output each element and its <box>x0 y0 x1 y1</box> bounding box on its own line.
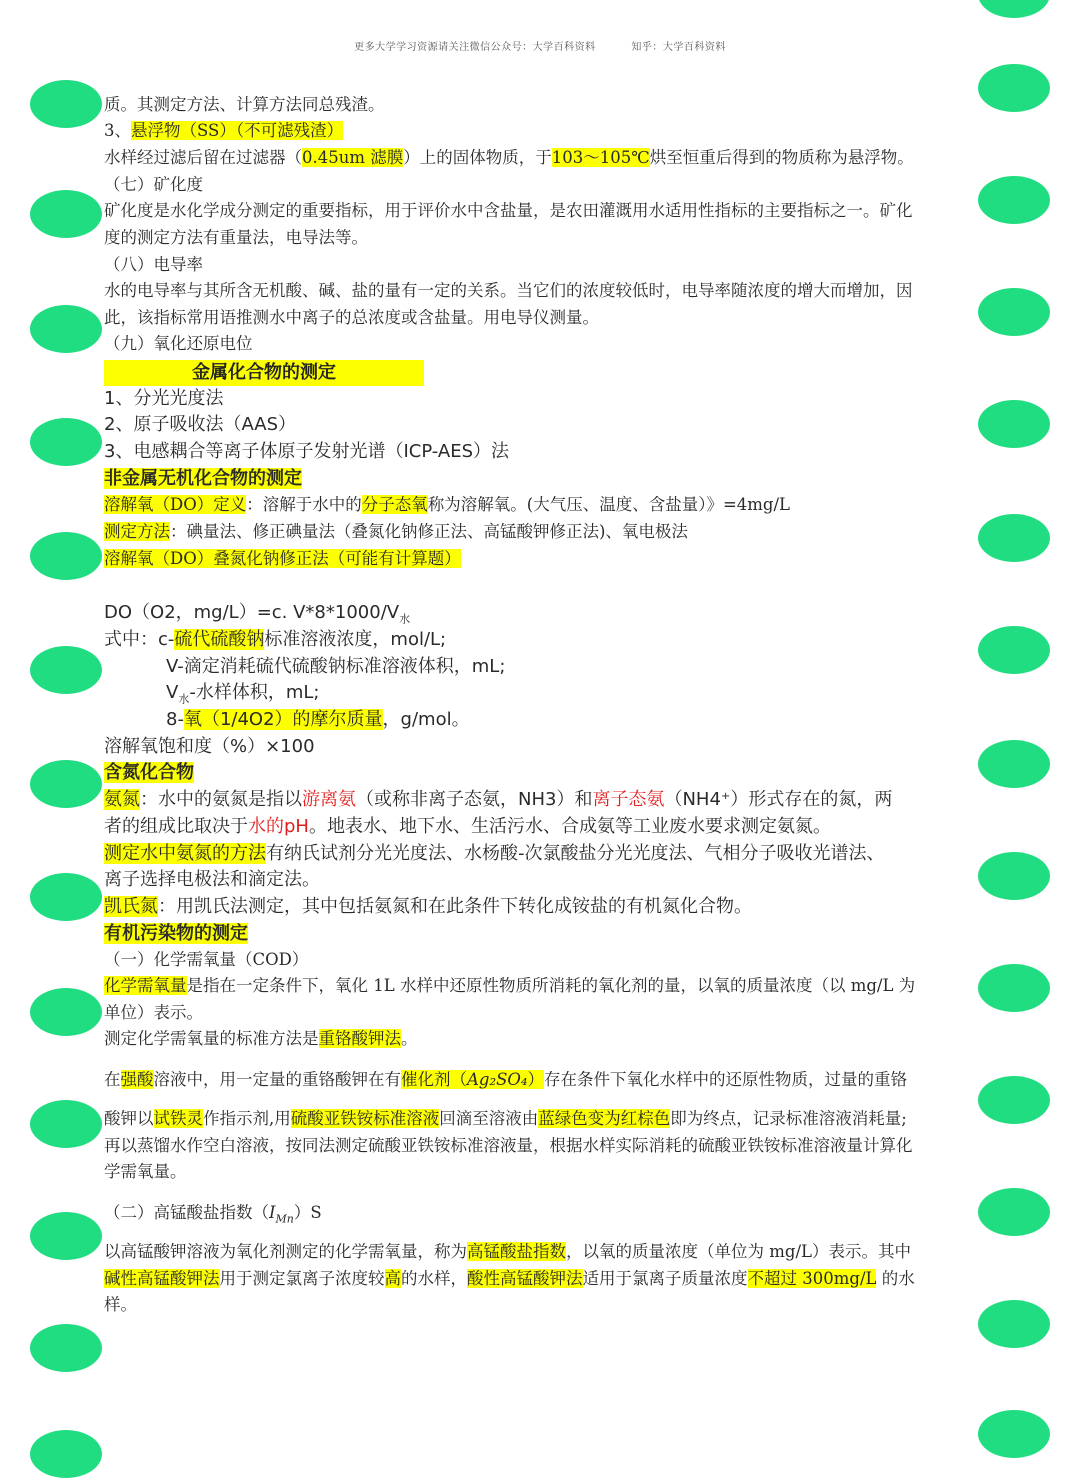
binder-dot <box>978 740 1050 788</box>
section-title-nitrogen: 含氮化合物 <box>104 762 194 783</box>
section-title-nonmetal: 非金属无机化合物的测定 <box>104 468 302 489</box>
binder-dot <box>30 80 102 128</box>
formula: DO（O2，mg/L）=c. $V*8*1000/V_水$ <box>104 602 411 626</box>
binder-dot <box>30 305 102 353</box>
formula-ag2so4: Ag₂SO₄ <box>467 1070 528 1089</box>
text-line: 碱性高锰酸钾法用于测定氯离子浓度较高的水样，酸性高锰酸钾法适用于氯离子质量浓度不超过 300mg/L 的水 <box>104 1269 915 1288</box>
binder-dot <box>30 190 102 238</box>
binder-dot <box>30 873 102 921</box>
binder-dot <box>978 626 1050 674</box>
formula-legend: 式中：c-硫代硫酸钠标准溶液浓度，mol/L; <box>104 629 447 650</box>
subheading: （一）化学需氧量（COD） <box>104 950 309 969</box>
section-heading-ss: 3、悬浮物（SS）（不可滤残渣） <box>104 121 344 140</box>
binder-dot <box>978 1076 1050 1124</box>
text-line: 离子选择电极法和滴定法。 <box>104 869 320 890</box>
section-title-metal: 金属化合物的测定 <box>104 360 424 386</box>
formula-legend: V-滴定消耗硫代硫酸钠标准溶液体积，mL; <box>166 656 506 677</box>
page-header <box>0 38 1080 53</box>
text-line: 学需氧量。 <box>104 1162 187 1181</box>
header-wechat: 更多大学学习资源请关注微信公众号：大学百科资料 <box>354 42 596 53</box>
text-line: 溶解氧（DO）叠氮化钠修正法（可能有计算题） <box>104 549 461 568</box>
text-line: 氨氮：水中的氨氮是指以游离氨（或称非离子态氨，NH3）和离子态氨（NH4⁺）形式存在的氮，两 <box>104 789 893 810</box>
text-line: 者的组成比取决于水的pH。地表水、地下水、生活污水、合成氨等工业废水要求测定氨氮。 <box>104 816 831 837</box>
binder-dot <box>30 1100 102 1148</box>
list-item: 1、分光光度法 <box>104 388 224 409</box>
binder-dot <box>978 514 1050 562</box>
binder-dot <box>978 852 1050 900</box>
subheading: （二）高锰酸盐指数$(I_{Mn})S$ <box>104 1203 322 1226</box>
list-item: 3、电感耦合等离子体原子发射光谱（ICP-AES）法 <box>104 441 509 462</box>
binder-dot <box>978 288 1050 336</box>
text-line: 测定水中氨氮的方法有纳氏试剂分光光度法、水杨酸-次氯酸盐分光光度法、气相分子吸收光谱法、 <box>104 843 885 864</box>
text-line: 质。其测定方法、计算方法同总残渣。 <box>104 95 385 114</box>
text-line: 测定化学需氧量的标准方法是重铬酸钾法。 <box>104 1029 418 1048</box>
text-line: 样。 <box>104 1295 137 1314</box>
subheading: （九）氧化还原电位 <box>104 334 253 353</box>
binder-dot <box>978 1188 1050 1236</box>
binder-dot <box>30 418 102 466</box>
binder-dot <box>30 1212 102 1260</box>
text-line: 度的测定方法有重量法，电导法等。 <box>104 228 368 247</box>
text-line: 矿化度是水化学成分测定的重要指标，用于评价水中含盐量，是农田灌溉用水适用性指标的主要指标之一。矿化 <box>104 201 913 220</box>
binder-dot <box>30 532 102 580</box>
binder-dot <box>978 1410 1050 1458</box>
text-line: 溶解氧饱和度（%）×100 <box>104 736 315 757</box>
binder-dot <box>978 64 1050 112</box>
subheading: （七）矿化度 <box>104 175 203 194</box>
binder-dot <box>978 176 1050 224</box>
section-title-organic: 有机污染物的测定 <box>104 923 248 944</box>
text-line: 测定方法：碘量法、修正碘量法（叠氮化钠修正法、高锰酸钾修正法)、氧电极法 <box>104 522 688 541</box>
formula-legend: 8-氧（1/4O2）的摩尔质量，g/mol。 <box>166 709 470 730</box>
formula-legend: $V_水-$水样体积，mL; <box>166 682 320 706</box>
binder-dot <box>30 1430 102 1478</box>
list-item: 2、原子吸收法（AAS） <box>104 414 297 435</box>
binder-dot <box>978 964 1050 1012</box>
binder-dot <box>30 760 102 808</box>
text-line: 以高锰酸钾溶液为氧化剂测定的化学需氧量，称为高锰酸盐指数，以氧的质量浓度（单位为 mg/L）表示。其中 <box>104 1242 911 1261</box>
text-line: 在强酸溶液中，用一定量的重铬酸钾在有催化剂（Ag₂SO₄）存在条件下氧化水样中的还原性物质，过量的重铬 <box>104 1070 908 1089</box>
binder-dot <box>978 0 1050 18</box>
highlight: 悬浮物（SS）（不可滤残渣） <box>131 121 344 140</box>
binder-dot <box>978 400 1050 448</box>
binder-dot <box>30 646 102 694</box>
text-line: 化学需氧量是指在一定条件下，氧化 1L 水样中还原性物质所消耗的氧化剂的量，以氧的质量浓度（以 mg/L 为 <box>104 976 916 995</box>
text-line: 再以蒸馏水作空白溶液，按同法测定硫酸亚铁铵标准溶液量，根据水样实际消耗的硫酸亚铁铵标准溶液量计算化 <box>104 1136 913 1155</box>
binder-dot <box>30 988 102 1036</box>
text-line: 水的电导率与其所含无机酸、碱、盐的量有一定的关系。当它们的浓度较低时，电导率随浓度的增大而增加，因 <box>104 281 913 300</box>
binder-dot <box>978 1300 1050 1348</box>
header-zhihu: 知乎：大学百科资料 <box>631 42 726 53</box>
text-line: 凯氏氮：用凯氏法测定，其中包括氨氮和在此条件下转化成铵盐的有机氮化合物。 <box>104 896 752 917</box>
text-line: 单位）表示。 <box>104 1003 203 1022</box>
text-line: 酸钾以试铁灵作指示剂,用硫酸亚铁铵标准溶液回滴至溶液由蓝绿色变为红棕色即为终点，记录标准溶液消耗量; <box>104 1109 907 1128</box>
text-line: 溶解氧（DO）定义：溶解于水中的分子态氧称为溶解氧。(大气压、温度、含盐量）》=4mg/L <box>104 495 791 514</box>
text-line: 此，该指标常用语推测水中离子的总浓度或含盐量。用电导仪测量。 <box>104 308 599 327</box>
text-line: 水样经过滤后留在过滤器（0.45um 滤膜）上的固体物质，于103～105℃烘至恒重后得到的物质称为悬浮物。 <box>104 148 914 167</box>
subheading: （八）电导率 <box>104 255 203 274</box>
binder-dot <box>30 1324 102 1372</box>
